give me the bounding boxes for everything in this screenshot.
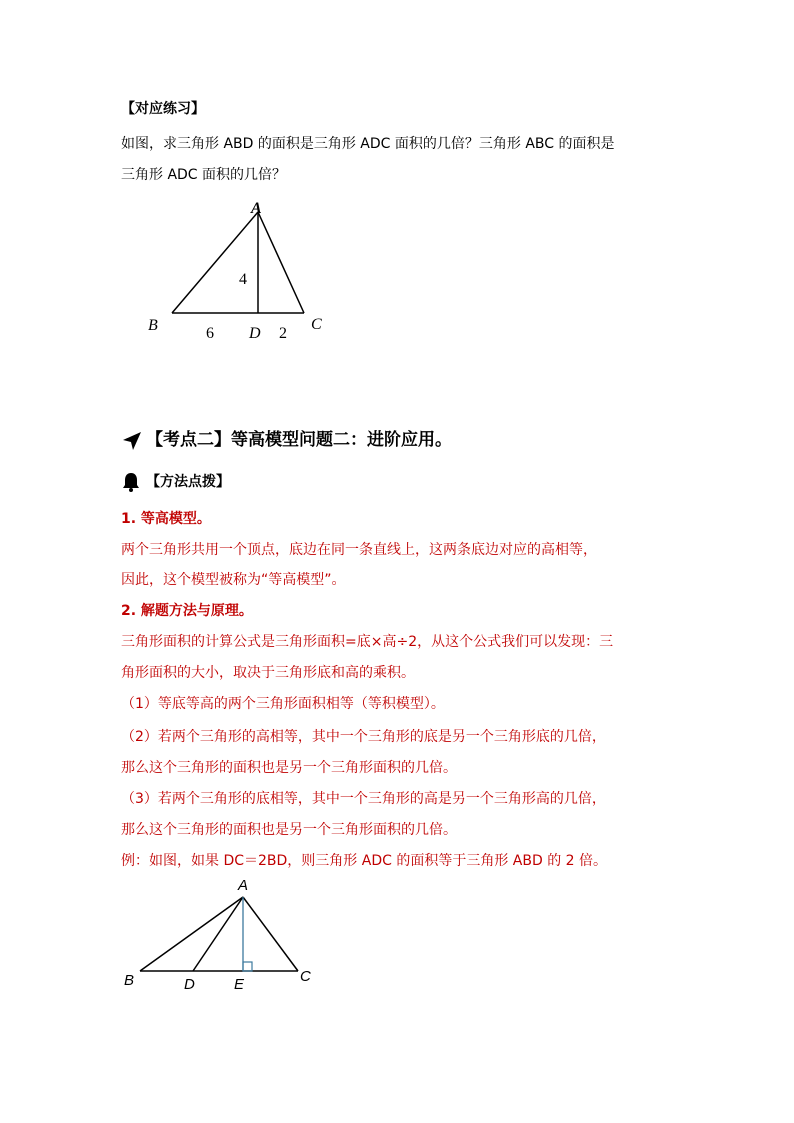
- label-d: D: [249, 325, 261, 342]
- label-b: B: [124, 972, 135, 989]
- item-1-title: 1. 等高模型。: [121, 511, 211, 527]
- rule-1: （1）等底等高的两个三角形面积相等（等积模型）。: [121, 696, 445, 712]
- side-ab: [172, 212, 258, 313]
- right-angle-mark: [243, 962, 252, 971]
- item-1-line2: 因此，这个模型被称为“等高模型”。: [121, 572, 346, 588]
- bell-icon: [122, 472, 140, 492]
- label-d: D: [184, 976, 195, 993]
- height-label: 4: [239, 271, 247, 288]
- side-ab: [140, 897, 243, 971]
- label-a: A: [238, 877, 249, 894]
- item-2-line2: 角形面积的大小，取决于三角形底和高的乘积。: [121, 665, 415, 681]
- dc-length-label: 2: [279, 325, 287, 342]
- item-2-line1: 三角形面积的计算公式是三角形面积=底×高÷2，从这个公式我们可以发现：三: [121, 634, 614, 650]
- practice-question-line1: 如图，求三角形 ABD 的面积是三角形 ADC 面积的几倍？三角形 ABC 的面积是: [121, 136, 615, 152]
- side-ac: [258, 212, 304, 313]
- label-e: E: [234, 976, 245, 993]
- segment-ad: [193, 897, 243, 971]
- navigation-arrow-icon: [121, 430, 143, 452]
- rule-2-line2: 那么这个三角形的面积也是另一个三角形面积的几倍。: [121, 760, 457, 776]
- item-1-line1: 两个三角形共用一个顶点，底边在同一条直线上，这两条底边对应的高相等，: [121, 542, 597, 558]
- bd-length-label: 6: [206, 325, 214, 342]
- label-c: C: [300, 968, 311, 985]
- practice-question-line2: 三角形 ADC 面积的几倍？: [121, 167, 287, 183]
- rule-2-line1: （2）若两个三角形的高相等，其中一个三角形的底是另一个三角形底的几倍，: [121, 729, 606, 745]
- label-a: A: [251, 200, 262, 217]
- rule-3-line1: （3）若两个三角形的底相等，其中一个三角形的高是另一个三角形高的几倍，: [121, 791, 606, 807]
- figure-2-triangle: [118, 870, 338, 1000]
- side-ac: [243, 897, 298, 971]
- label-c: C: [311, 316, 322, 333]
- rule-3-line2: 那么这个三角形的面积也是另一个三角形面积的几倍。: [121, 822, 457, 838]
- section-2-title: 【考点二】等高模型问题二：进阶应用。: [146, 430, 452, 450]
- practice-title: 【对应练习】: [121, 101, 205, 117]
- label-b: B: [148, 317, 158, 334]
- method-title: 【方法点拨】: [146, 474, 230, 490]
- figure-1-triangle: [140, 198, 340, 348]
- item-2-title: 2. 解题方法与原理。: [121, 603, 253, 619]
- example-text: 例：如图，如果 DC＝2BD，则三角形 ADC 的面积等于三角形 ABD 的 2 倍。: [121, 853, 607, 869]
